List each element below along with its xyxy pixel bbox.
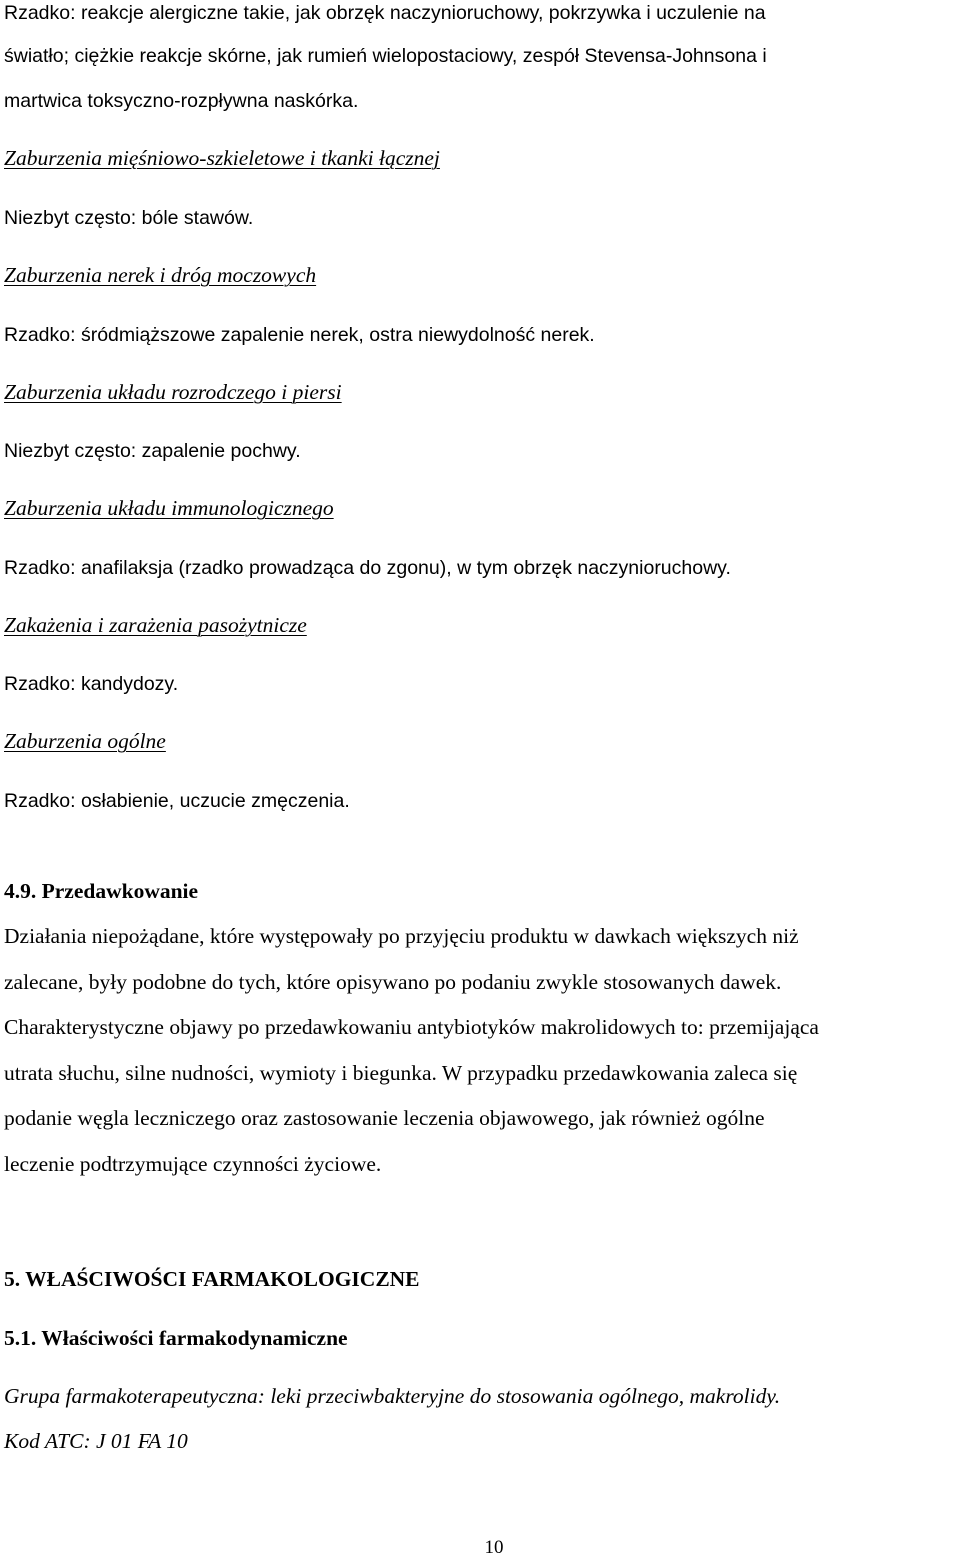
infections-text: Rzadko: kandydozy. — [4, 673, 179, 695]
renal-heading: Zaburzenia nerek i dróg moczowych — [4, 263, 317, 287]
atc-code: Kod ATC: J 01 FA 10 — [4, 1429, 188, 1453]
musculoskeletal-heading: Zaburzenia mięśniowo-szkieletowe i tkanki łącznej — [4, 146, 440, 170]
overdose-line-6: leczenie podtrzymujące czynności życiowe. — [4, 1152, 382, 1176]
immune-text: Rzadko: anafilaksja (rzadko prowadząca do zgonu), w tym obrzęk naczynioruchowy. — [4, 557, 731, 579]
skin-reactions-line-1: Rzadko: reakcje alergiczne takie, jak obrzęk naczynioruchowy, pokrzywka i uczulenie na — [4, 2, 766, 24]
general-heading: Zaburzenia ogólne — [4, 729, 166, 753]
pharmacotherapeutic-group: Grupa farmakoterapeutyczna: leki przeciwbakteryjne do stosowania ogólnego, makrolidy. — [4, 1384, 781, 1408]
section-5-heading: 5. WŁAŚCIWOŚCI FARMAKOLOGICZNE — [4, 1267, 420, 1291]
immune-heading: Zaburzenia układu immunologicznego — [4, 496, 334, 520]
page-number: 10 — [484, 1537, 504, 1558]
overdose-heading: 4.9. Przedawkowanie — [4, 879, 199, 903]
general-text: Rzadko: osłabienie, uczucie zmęczenia. — [4, 790, 350, 812]
infections-heading: Zakażenia i zarażenia pasożytnicze — [4, 613, 307, 637]
skin-reactions-line-3: martwica toksyczno-rozpływna naskórka. — [4, 90, 359, 112]
overdose-line-2: zalecane, były podobne do tych, które opisywano po podaniu zwykle stosowanych dawek. — [4, 970, 782, 994]
overdose-line-1: Działania niepożądane, które występowały po przyjęciu produktu w dawkach większych niż — [4, 924, 799, 948]
overdose-line-5: podanie węgla leczniczego oraz zastosowanie leczenia objawowego, jak również ogólne — [4, 1106, 765, 1130]
overdose-line-4: utrata słuchu, silne nudności, wymioty i biegunka. W przypadku przedawkowania zaleca się — [4, 1061, 798, 1085]
skin-reactions-line-2: światło; ciężkie reakcje skórne, jak rumień wielopostaciowy, zespół Stevensa-Johnsona i — [4, 45, 767, 67]
renal-text: Rzadko: śródmiąższowe zapalenie nerek, ostra niewydolność nerek. — [4, 324, 595, 346]
overdose-line-3: Charakterystyczne objawy po przedawkowaniu antybiotyków makrolidowych to: przemijająca — [4, 1015, 819, 1039]
musculoskeletal-text: Niezbyt często: bóle stawów. — [4, 207, 254, 229]
reproductive-text: Niezbyt często: zapalenie pochwy. — [4, 440, 301, 462]
reproductive-heading: Zaburzenia układu rozrodczego i piersi — [4, 380, 342, 404]
section-5-1-heading: 5.1. Właściwości farmakodynamiczne — [4, 1326, 348, 1350]
